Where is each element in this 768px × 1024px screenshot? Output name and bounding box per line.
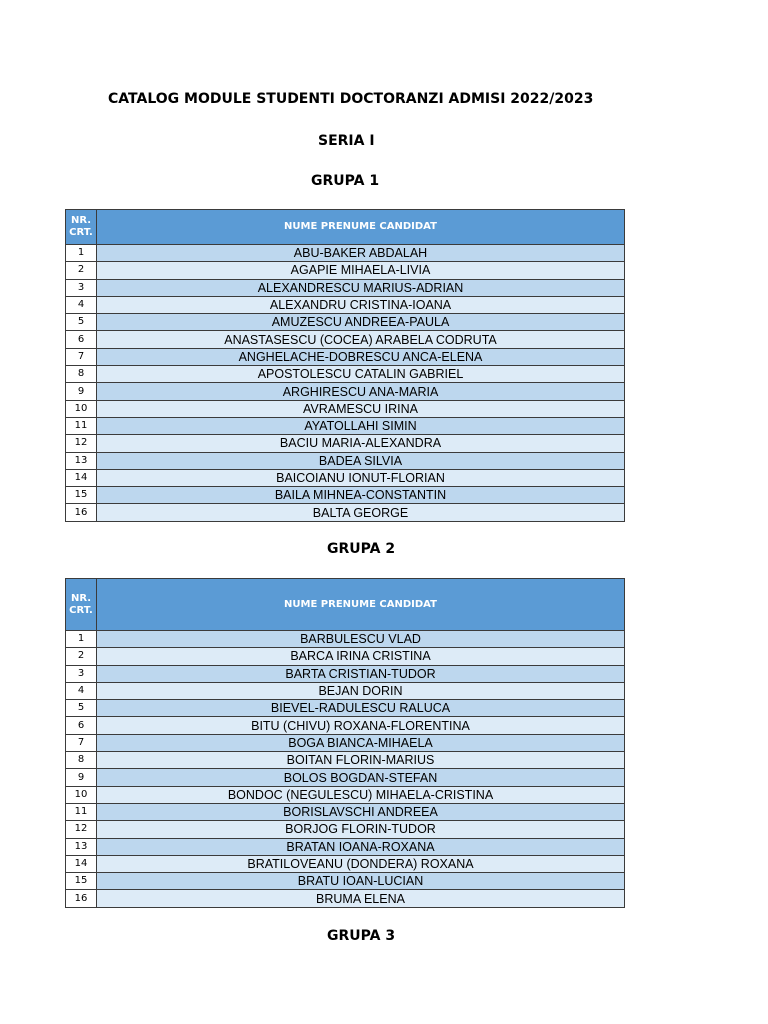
table-row: [66, 734, 625, 751]
table-row: [66, 890, 625, 907]
candidate-name: BALTA GEORGE: [97, 504, 625, 521]
candidate-name: ALEXANDRU CRISTINA-IOANA: [97, 296, 625, 313]
table-row: [66, 262, 625, 279]
row-number: 4: [66, 682, 97, 699]
group-2-rows: [66, 631, 625, 908]
candidate-name: BRUMA ELENA: [97, 890, 625, 907]
candidate-name: BARCA IRINA CRISTINA: [97, 648, 625, 665]
table-row: [66, 487, 625, 504]
row-number: 5: [66, 314, 97, 331]
table-row: [66, 821, 625, 838]
candidate-name: BAILA MIHNEA-CONSTANTIN: [97, 487, 625, 504]
table-row: [66, 873, 625, 890]
table-row: [66, 717, 625, 734]
nr-crt-header: NR. CRT.: [66, 210, 97, 245]
table-row: [66, 838, 625, 855]
table-row: [66, 855, 625, 872]
table-row: [66, 469, 625, 486]
candidate-name: BRATU IOAN-LUCIAN: [97, 873, 625, 890]
group-2-table: [65, 578, 625, 908]
candidate-name: ALEXANDRESCU MARIUS-ADRIAN: [97, 279, 625, 296]
row-number: 2: [66, 262, 97, 279]
row-number: 6: [66, 331, 97, 348]
row-number: 12: [66, 435, 97, 452]
table-row: [66, 752, 625, 769]
candidate-name-header: NUME PRENUME CANDIDAT: [97, 210, 625, 245]
candidate-name: BIEVEL-RADULESCU RALUCA: [97, 700, 625, 717]
group-2-title: GRUPA 2: [327, 541, 396, 557]
table-row: [66, 348, 625, 365]
candidate-name: BITU (CHIVU) ROXANA-FLORENTINA: [97, 717, 625, 734]
row-number: 15: [66, 873, 97, 890]
row-number: 1: [66, 245, 97, 262]
row-number: 16: [66, 504, 97, 521]
row-number: 10: [66, 786, 97, 803]
candidate-name: AGAPIE MIHAELA-LIVIA: [97, 262, 625, 279]
group-1-table: [65, 209, 625, 522]
table-row: [66, 786, 625, 803]
candidate-name: BARTA CRISTIAN-TUDOR: [97, 665, 625, 682]
table-header-row: [66, 210, 625, 245]
table-row: [66, 417, 625, 434]
row-number: 3: [66, 279, 97, 296]
candidate-name: BORJOG FLORIN-TUDOR: [97, 821, 625, 838]
table-row: [66, 648, 625, 665]
table-row: [66, 435, 625, 452]
candidate-name-header: NUME PRENUME CANDIDAT: [97, 579, 625, 631]
candidate-name: BORISLAVSCHI ANDREEA: [97, 803, 625, 820]
candidate-name: APOSTOLESCU CATALIN GABRIEL: [97, 366, 625, 383]
row-number: 1: [66, 631, 97, 648]
row-number: 11: [66, 417, 97, 434]
candidate-name: ARGHIRESCU ANA-MARIA: [97, 383, 625, 400]
row-number: 13: [66, 452, 97, 469]
candidate-name: BRATAN IOANA-ROXANA: [97, 838, 625, 855]
table-row: [66, 682, 625, 699]
document-title: CATALOG MODULE STUDENTI DOCTORANZI ADMISI 2022/2023: [108, 91, 594, 107]
row-number: 8: [66, 366, 97, 383]
series-title: SERIA I: [318, 133, 375, 149]
row-number: 15: [66, 487, 97, 504]
row-number: 10: [66, 400, 97, 417]
candidate-name: ANGHELACHE-DOBRESCU ANCA-ELENA: [97, 348, 625, 365]
row-number: 8: [66, 752, 97, 769]
table-row: [66, 296, 625, 313]
row-number: 3: [66, 665, 97, 682]
row-number: 2: [66, 648, 97, 665]
table-row: [66, 400, 625, 417]
table-row: [66, 383, 625, 400]
table-row: [66, 314, 625, 331]
candidate-name: BOGA BIANCA-MIHAELA: [97, 734, 625, 751]
candidate-name: AVRAMESCU IRINA: [97, 400, 625, 417]
group-1-rows: [66, 245, 625, 522]
candidate-name: BARBULESCU VLAD: [97, 631, 625, 648]
nr-crt-header: NR. CRT.: [66, 579, 97, 631]
candidate-name: BRATILOVEANU (DONDERA) ROXANA: [97, 855, 625, 872]
row-number: 7: [66, 734, 97, 751]
table-row: [66, 700, 625, 717]
row-number: 9: [66, 769, 97, 786]
candidate-name: AYATOLLAHI SIMIN: [97, 417, 625, 434]
table-row: [66, 665, 625, 682]
row-number: 7: [66, 348, 97, 365]
row-number: 6: [66, 717, 97, 734]
table-row: [66, 504, 625, 521]
row-number: 4: [66, 296, 97, 313]
group-3-title: GRUPA 3: [327, 928, 396, 944]
table-row: [66, 331, 625, 348]
candidate-name: BOLOS BOGDAN-STEFAN: [97, 769, 625, 786]
row-number: 5: [66, 700, 97, 717]
row-number: 14: [66, 855, 97, 872]
group-1-title: GRUPA 1: [311, 173, 380, 189]
table-row: [66, 279, 625, 296]
candidate-name: BACIU MARIA-ALEXANDRA: [97, 435, 625, 452]
candidate-name: BONDOC (NEGULESCU) MIHAELA-CRISTINA: [97, 786, 625, 803]
candidate-name: BADEA SILVIA: [97, 452, 625, 469]
candidate-name: BEJAN DORIN: [97, 682, 625, 699]
table-row: [66, 769, 625, 786]
row-number: 13: [66, 838, 97, 855]
candidate-name: BAICOIANU IONUT-FLORIAN: [97, 469, 625, 486]
table-row: [66, 803, 625, 820]
candidate-name: BOITAN FLORIN-MARIUS: [97, 752, 625, 769]
row-number: 14: [66, 469, 97, 486]
table-row: [66, 245, 625, 262]
candidate-name: ANASTASESCU (COCEA) ARABELA CODRUTA: [97, 331, 625, 348]
row-number: 11: [66, 803, 97, 820]
table-row: [66, 366, 625, 383]
candidate-name: ABU-BAKER ABDALAH: [97, 245, 625, 262]
table-header-row: [66, 579, 625, 631]
row-number: 9: [66, 383, 97, 400]
row-number: 12: [66, 821, 97, 838]
table-row: [66, 631, 625, 648]
row-number: 16: [66, 890, 97, 907]
table-row: [66, 452, 625, 469]
candidate-name: AMUZESCU ANDREEA-PAULA: [97, 314, 625, 331]
